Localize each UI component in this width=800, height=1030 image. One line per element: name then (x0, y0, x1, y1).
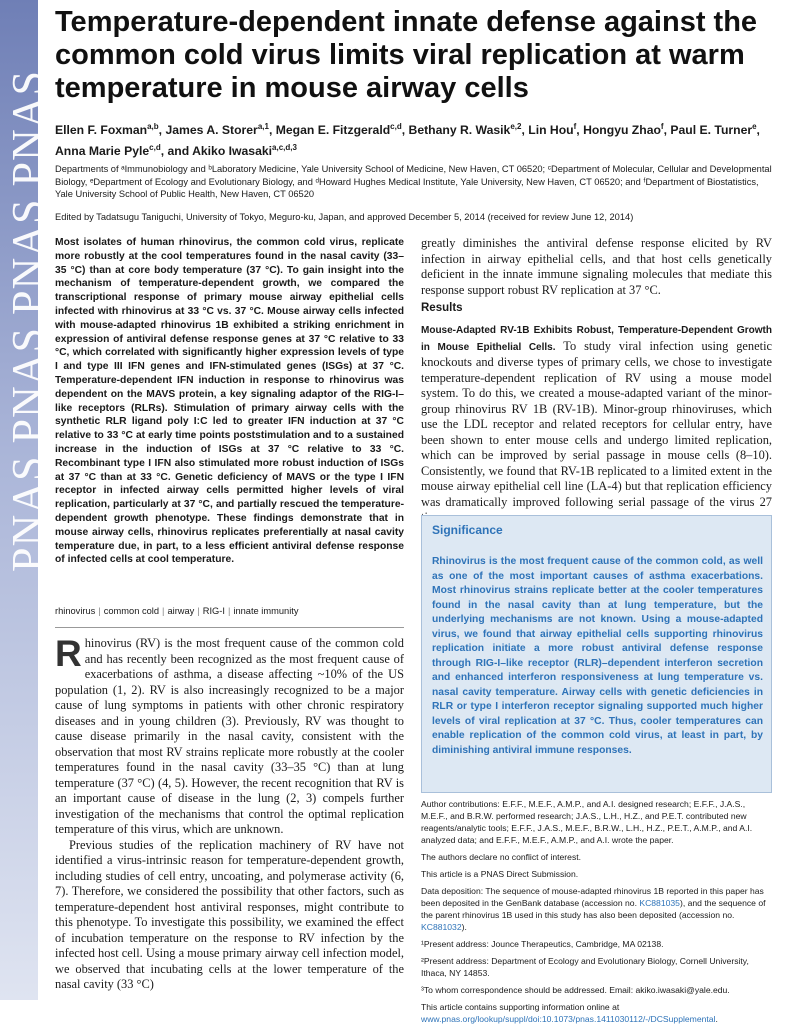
author-name: Lin Hou (528, 123, 574, 138)
results-paragraph (421, 322, 772, 526)
keyword: airway (167, 606, 195, 616)
accession-link-2[interactable]: KC881032 (421, 922, 462, 932)
author-name: Megan E. Fitzgerald (275, 123, 391, 138)
significance-title: Significance (432, 523, 503, 537)
journal-logo-text: PNAS PNAS PNAS PNAS (3, 70, 52, 572)
author-affiliation-marker: e,2 (510, 122, 522, 131)
keyword: common cold (103, 606, 160, 616)
author-affiliation-marker: e (752, 122, 757, 131)
data-deposition (421, 885, 772, 933)
edited-by: Edited by Tadatsugu Taniguchi, University of Tokyo, Meguro-ku, Japan, and approved December 5, 2014 (received for review June 12, 2014) (55, 212, 634, 222)
author-name: James A. Storer (165, 123, 258, 138)
author-name: Hongyu Zhao (583, 123, 661, 138)
author-name: Bethany R. Wasik (408, 123, 511, 138)
deposition-text-2: ), and the sequence of the parent rhinovirus 1B used in this study has also been deposited (accession no. (421, 898, 766, 920)
author-name: Paul E. Turner (670, 123, 753, 138)
article-title: Temperature-dependent innate defense against the common cold virus limits viral replication at warm temperature in mouse airway cells (55, 6, 758, 104)
deposition-text-3: ). (461, 922, 467, 932)
author-name: Ellen F. Foxman (55, 123, 148, 138)
results-subheading: Mouse-Adapted RV-1B Exhibits Robust, Temperature-Dependent Growth in Mouse Epithelial Cells. (421, 325, 772, 353)
author-name: Akiko Iwasaki (192, 144, 273, 159)
supp-text-end: . (715, 1014, 718, 1024)
footnote-1: ¹Present address: Jounce Therapeutics, Cambridge, MA 02138. (421, 939, 664, 949)
author-affiliation-marker: c,d (390, 122, 402, 131)
submission-note: This article is a PNAS Direct Submission. (421, 869, 579, 879)
keyword-separator: | (227, 606, 231, 616)
author-affiliation-marker: f (573, 122, 577, 131)
author-contributions: Author contributions: E.F.F., M.E.F., A.M.P., and A.I. designed research; E.F.F., J.A.S., M.E.F., and B.R.W. performed research; J.A.S., L.H., H.Z., and P.E.T. contributed new reagents/analytic tools; E.F.F., J.A.S., M.E.F., B.R.W., L.H., H.Z., P.E.T., A.M.P., and A.I. analyzed data; and E.F.F., M.E.F., A.M.P., and A.I. wrote the paper. (421, 799, 753, 845)
continued-text: greatly diminishes the antiviral defense response elicited by RV infection in airway epithelial cells, and that host cells genetically deficient in the innate immune signaling molecules that mediate this response support robust RV replication at 37 °C. (421, 236, 772, 297)
author-affiliation-marker: c,d (149, 143, 161, 153)
author-list: Ellen F. Foxman$^{a,b}$, James A. Storer$^{a,1}$, Megan E. Fitzgerald$^{c,d}$, Bethany R. Wasik$^{e,2}$, Lin Hou$^f$, Hongyu Zhao$^f$, Paul E. Turner$^e$, Anna Marie Pyle$^{c,d}$, and Akiko Iwasaki$^{a,c,d,3}$ (55, 122, 760, 159)
keywords (55, 606, 404, 616)
author-affiliation-marker: a,c,d,3 (272, 143, 297, 153)
introduction (55, 633, 404, 993)
author-affiliation-marker: a,1 (257, 122, 269, 131)
conflict-statement: The authors declare no conflict of interest. (421, 852, 582, 862)
keyword: innate immunity (233, 606, 299, 616)
significance-box (421, 515, 772, 793)
keyword-separator: | (98, 606, 101, 616)
supporting-info (421, 1001, 772, 1025)
author-affiliation-marker: a,b (147, 122, 159, 131)
accession-link-1[interactable]: KC881035 (639, 898, 680, 908)
supp-text: This article contains supporting information online at (421, 1002, 620, 1012)
keyword: rhinovirus (55, 606, 96, 616)
footnotes (421, 798, 772, 1030)
abstract: Most isolates of human rhinovirus, the common cold virus, replicate more robustly at the cool temperatures found in the nasal cavity (33–35 °C) than at core body temperature (37 °C). To gain insight into the mechanism of temperature-dependent growth, we compared the transcriptional response of primary mouse airway epithelial cells infected with rhinovirus at 33 °C vs. 37 °C. Mouse airway cells infected with mouse-adapted rhinovirus 1B exhibited a striking enrichment in expression of antiviral defense response genes at 37 °C relative to 33 °C, which correlated with significantly higher expression levels of type I and type III IFN genes and IFN-stimulated genes (ISGs) at 37 °C. Temperature-dependent IFN induction in response to rhinovirus was dependent on the MAVS protein, a key signaling adaptor of the RIG-I–like receptors (RLRs). Stimulation of primary airway cells with the synthetic RLR ligand poly I:C led to greater IFN induction at 37 °C relative to 33 °C at early time points poststimulation and to a sustained increase in the induction of ISGs at 37 °C relative to 33 °C. Recombinant type I IFN also stimulated more robust induction of ISGs at 37 °C than at 33 °C. Genetic deficiency of MAVS or the type I IFN receptor in infected airway cells permitted higher levels of viral replication, particularly at 37 °C, and partially rescued the temperature-dependent growth phenotype. These findings demonstrate that in mouse airway cells, rhinovirus replicates preferentially at nasal cavity temperature due, in part, to a less efficient antiviral defense response of infected cells at cool temperature. (55, 237, 404, 566)
affiliations: Departments of ᵃImmunobiology and ᵇLaboratory Medicine, Yale University School of Medicine, New Haven, CT 06520; ᶜDepartment of Molecular, Cellular and Developmental Biology, ᵉDepartment of Ecology and Evolutionary Biology, and ᵈHoward Hughes Medical Institute, Yale University, New Haven, CT 06520; and ᶠDepartment of Biostatistics, Yale University School of Public Health, New Haven, CT 06520 (55, 164, 772, 199)
author-name: Anna Marie Pyle (55, 144, 150, 159)
footnote-2: ²Present address: Department of Ecology and Evolutionary Biology, Cornell University, Ithaca, NY 14853. (421, 956, 749, 978)
deposition-text: Data deposition: The sequence of mouse-adapted rhinovirus 1B reported in this paper has been deposited in the GenBank database (accession no. (421, 886, 764, 908)
supplemental-link[interactable]: www.pnas.org/lookup/suppl/doi:10.1073/pnas.1411030112/-/DCSupplemental (421, 1014, 716, 1024)
intro-text-1: hinovirus (RV) is the most frequent cause of the common cold and has recently been recognized as the most frequent cause of exacerbations of asthma, a disease affecting ~10% of the US population (1, 2). RV is also increasingly recognized to be a major cause of lung symptoms in patients with other chronic respiratory diseases and in young children (3). Previously, RV was thought to cause disease primarily in the nasal cavity, consistent with the observation that most RV strains replicate more robustly at the cooler temperatures found in the nasal cavity (33–35 °C) than at lung temperature (37 °C) (4, 5). However, the recent recognition that RV is an important cause of disease in the lung (2, 3) compels further investigation of the mechanisms that control the optimal replication temperature of this virus, which are unknown. (55, 636, 404, 836)
keyword: RIG-I (202, 606, 225, 616)
intro-paragraph-2: Previous studies of the replication machinery of RV have not identified a virus-intrinsic reason for temperature-dependent growth, including studies of cell entry, uncoating, and polymerase activity (6, 7). Therefore, we considered the possibility that other factors, such as temperature-dependent host antiviral responses, might contribute to this phenotype. To investigate this possibility, we examined the effect of incubation temperature on the response to RV infection by the infected host cell. Using a mouse primary airway cell infection model, we observed that incubating cells at the lower temperature of the nasal cavity (33 °C) (55, 837, 404, 991)
keyword-separator: | (162, 606, 165, 616)
author-affiliation-marker: f (660, 122, 664, 131)
results-heading: Results (421, 302, 463, 314)
drop-cap: R (55, 633, 82, 674)
divider (55, 627, 404, 628)
journal-sidebar (0, 0, 52, 1000)
keyword-separator: | (197, 606, 200, 616)
intro-paragraph-1 (55, 633, 404, 838)
significance-text: Rhinovirus is the most frequent cause of the common cold, as well as one of the most important causes of asthma exacerbations. Most rhinovirus strains replicate better at the cooler temperatures found in the nasal cavity than at lung temperature, but the underlying mechanisms are not known. Using a mouse-adapted virus, we found that airway epithelial cells supporting rhinovirus replication initiate a more robust antiviral defense response through RIG-I–like receptor (RLR)–dependent interferon secretion and enhanced interferon responsiveness at lung temperature vs. nasal cavity temperature. Airway cells with genetic deficiencies in RLR or type I interferon receptor signaling supported much higher levels of viral replication at 37 °C. Thus, cooler temperatures can enable replication of the common cold virus, at least in part, by diminishing antiviral immune responses. (432, 556, 763, 756)
results-text: To study viral infection using genetic knockouts and diverse types of primary cells, we chose to investigate temperature-dependent replication of RV using a mouse model system. To do this, we created a mouse-adapted variant of the minor-group rhinovirus RV 1B (RV-1B). Minor-group rhinoviruses, which use the LDL receptor and related receptors for cellular entry, have been shown to enter mouse cells and undergo limited replication, which can be improved by serial passage in mouse cells (8–10). Consistently, we found that RV-1B replicated to a limited extent in the mouse airway epithelial cell line (LA-4) but that replication efficiency was dramatically improved following serial passage of the virus 27 (421, 338, 773, 509)
footnote-3: ³To whom correspondence should be addressed. Email: akiko.iwasaki@yale.edu. (421, 985, 730, 995)
